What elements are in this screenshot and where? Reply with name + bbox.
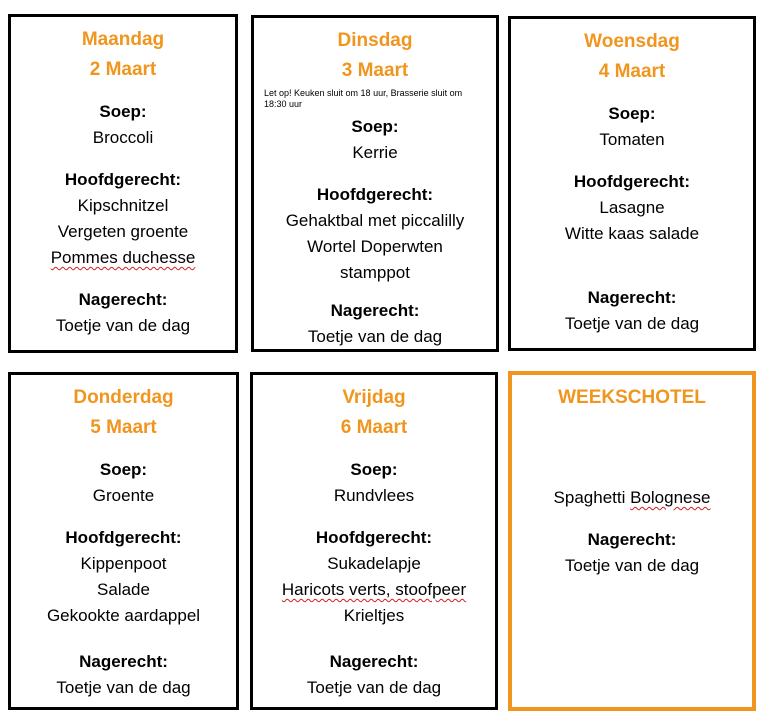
- dessert-label: Nagerecht:: [330, 301, 420, 320]
- day-name: Vrijdag: [342, 387, 406, 408]
- dessert-value: Toetje van de dag: [307, 327, 443, 346]
- main-item: Kipschnitzel: [77, 196, 169, 215]
- day-card-dinsdag: [251, 15, 499, 352]
- day-date: 6 Maart: [340, 417, 408, 438]
- main-item: Witte kaas salade: [564, 224, 700, 243]
- day-name: Woensdag: [584, 31, 680, 52]
- main-item: Gehaktbal met piccalilly: [285, 211, 465, 230]
- day-name: Donderdag: [73, 387, 174, 408]
- soup-label: Soep:: [351, 117, 399, 136]
- main-item: Sukadelapje: [327, 554, 421, 573]
- main-item: Pommes duchesse: [50, 248, 196, 267]
- soup-label: Soep:: [99, 460, 148, 479]
- main-item: Krieltjes: [343, 606, 405, 625]
- dessert-label: Nagerecht:: [79, 652, 168, 671]
- soup-label: Soep:: [350, 460, 398, 479]
- main-item: Salade: [97, 580, 150, 599]
- day-card-woensdag: [508, 16, 756, 351]
- day-date: 5 Maart: [90, 417, 157, 438]
- main-label: Hoofdgerecht:: [65, 528, 182, 547]
- soup-value: Rundvlees: [333, 486, 415, 505]
- soup-label: Soep:: [99, 102, 147, 121]
- soup-label: Soep:: [608, 104, 656, 123]
- dessert-value: Toetje van de dag: [306, 678, 442, 697]
- soup-value: Groente: [92, 486, 155, 505]
- day-name: Dinsdag: [337, 30, 413, 51]
- soup-value: Kerrie: [352, 143, 398, 162]
- main-item: stamppot: [340, 263, 410, 282]
- dessert-label: Nagerecht:: [587, 530, 677, 549]
- day-card-vrijdag: [250, 372, 498, 710]
- weekschotel-dish: Spaghetti Bolognese: [553, 488, 711, 507]
- soup-value: Broccoli: [92, 128, 154, 147]
- main-item: Gekookte aardappel: [46, 606, 201, 625]
- dessert-value: Toetje van de dag: [55, 316, 191, 335]
- weekschotel-card: [508, 371, 756, 711]
- dessert-label: Nagerecht:: [587, 288, 677, 307]
- soup-value: Tomaten: [599, 130, 665, 149]
- dessert-label: Nagerecht:: [78, 290, 168, 309]
- day-card-donderdag: [8, 372, 239, 710]
- main-item: Vergeten groente: [57, 222, 189, 241]
- dessert-value: Toetje van de dag: [564, 314, 700, 333]
- weekschotel-title: WEEKSCHOTEL: [558, 387, 706, 408]
- main-label: Hoofdgerecht:: [315, 528, 433, 547]
- day-card-maandag: [8, 14, 238, 353]
- dessert-label: Nagerecht:: [329, 652, 419, 671]
- dessert-value: Toetje van de dag: [56, 678, 191, 697]
- day-name: Maandag: [81, 29, 165, 50]
- main-label: Hoofdgerecht:: [573, 172, 691, 191]
- main-item: Lasagne: [599, 198, 665, 217]
- day-date: 2 Maart: [89, 59, 157, 80]
- main-item: Kippenpoot: [80, 554, 167, 573]
- day-date: 3 Maart: [341, 60, 409, 81]
- dessert-value: Toetje van de dag: [564, 556, 700, 575]
- main-label: Hoofdgerecht:: [316, 185, 434, 204]
- closing-notice: Let op! Keuken sluit om 18 uur, Brasserie sluit om 18:30 uur: [264, 88, 463, 109]
- main-item: Haricots verts, stoofpeer: [281, 580, 467, 599]
- day-date: 4 Maart: [598, 61, 666, 82]
- main-item: Wortel Doperwten: [307, 237, 443, 256]
- main-label: Hoofdgerecht:: [64, 170, 182, 189]
